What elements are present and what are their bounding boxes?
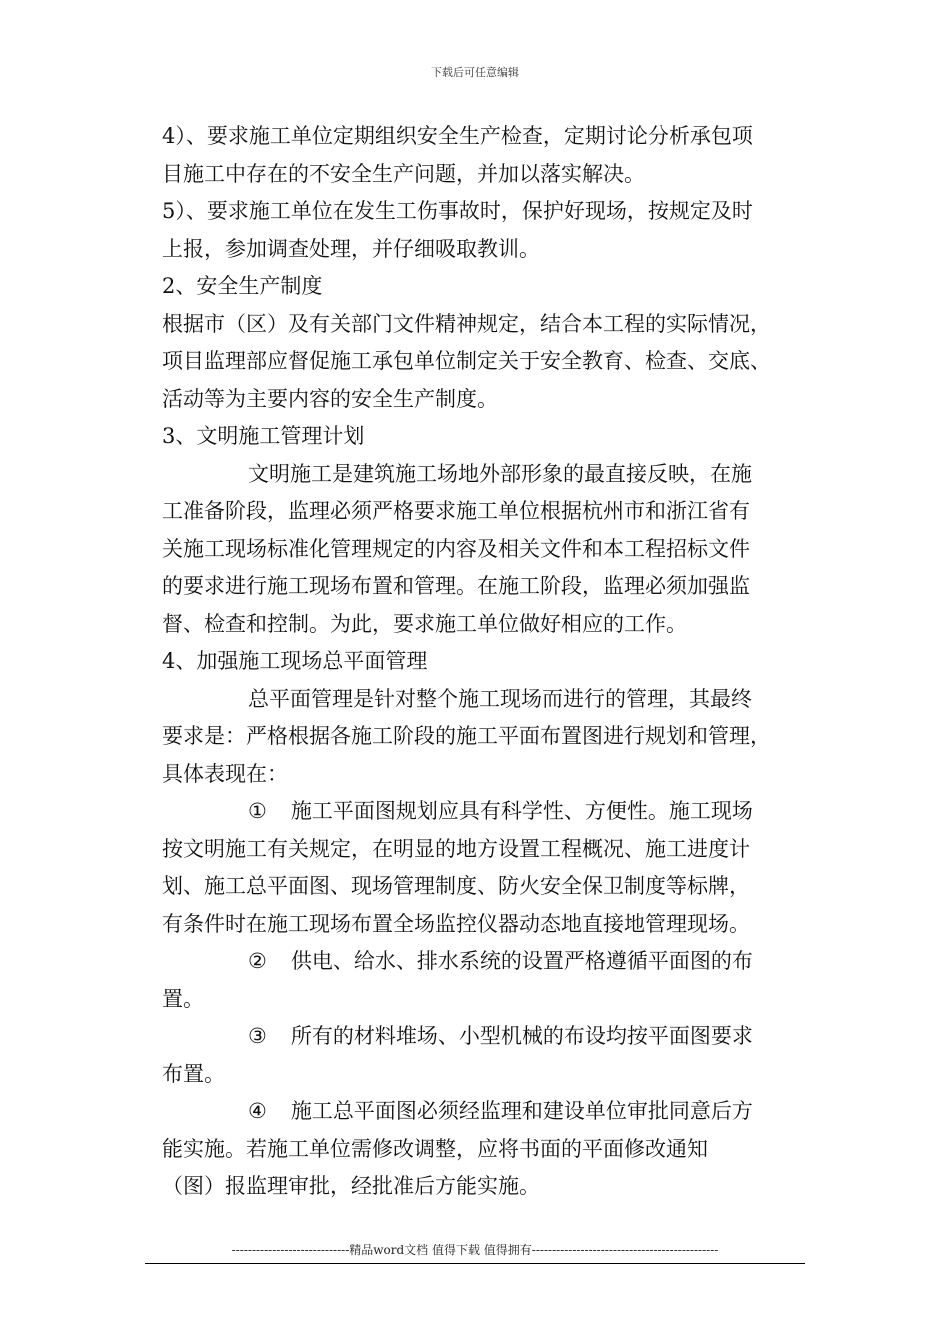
list-marker: ③ [248,1024,267,1048]
list-item-text: 施工总平面图必须经监理和建设单位审批同意后方 [290,1099,753,1123]
text-line: 的要求进行施工现场布置和管理。在施工阶段，监理必须加强监 [162,574,750,598]
text-line: （图）报监理审批，经批准后方能实施。 [162,1174,540,1198]
document-body [162,118,802,1206]
text-line: 督、检查和控制。为此，要求施工单位做好相应的工作。 [162,611,687,636]
text-line: 按文明施工有关规定，在明显的地方设置工程概况、施工进度计 [162,836,750,861]
text-line: 要求是：严格根据各施工阶段的施工平面布置图进行规划和管理， [162,724,771,748]
list-marker: ① [248,799,267,823]
list-item [162,943,802,981]
list-item [162,1093,802,1131]
list-item [162,1018,802,1056]
text-line: 关施工现场标准化管理规定的内容及相关文件和本工程招标文件 [162,536,750,561]
text-line: 活动等为主要内容的安全生产制度。 [162,386,498,411]
page-header: 下载后可任意编辑 [431,66,519,79]
text-line: 布置。 [162,1061,225,1086]
list-item-text: 施工平面图规划应具有科学性、方便性。施工现场 [290,799,753,823]
list-item-text: 供电、给水、排水系统的设置严格遵循平面图的布 [290,949,753,973]
text-line: 工准备阶段，监理必须严格要求施工单位根据杭州市和浙江省有 [162,499,750,523]
text-line: 目施工中存在的不安全生产问题，并加以落实解决。 [162,161,645,186]
list-item-text: 所有的材料堆场、小型机械的布设均按平面图要求 [290,1024,753,1048]
text-line: 上报，参加调查处理，并仔细吸取教训。 [162,236,540,261]
text-line: 文明施工是建筑施工场地外部形象的最直接反映，在施 [248,461,752,486]
footer-rule [145,1263,805,1264]
text-line: 置。 [162,986,204,1011]
text-line: 有条件时在施工现场布置全场监控仪器动态地直接地管理现场。 [162,911,750,936]
text-line: 划、施工总平面图、现场管理制度、防火安全保卫制度等标牌， [162,874,750,898]
text-line: 总平面管理是针对整个施工现场而进行的管理，其最终 [248,686,752,711]
list-item [162,793,802,831]
text-line: 项目监理部应督促施工承包单位制定关于安全教育、检查、交底、 [162,349,771,373]
text-line: 能实施。若施工单位需修改调整，应将书面的平面修改通知 [162,1136,708,1161]
section-heading: 2、安全生产制度 [162,274,323,298]
list-marker: ④ [248,1099,267,1123]
section-heading: 4、加强施工现场总平面管理 [162,649,428,673]
text-line: 具体表现在： [162,761,288,786]
text-line: 4）、要求施工单位定期组织安全生产检查，定期讨论分析承包项 [162,124,753,148]
list-marker: ② [248,949,267,973]
section-heading: 3、文明施工管理计划 [162,424,365,448]
text-line: 根据市（区）及有关部门文件精神规定，结合本工程的实际情况， [162,311,771,336]
page-footer: -----------------------------精品word文档 值得下载 值得拥有---------------------------------------------- [231,1243,719,1257]
text-line: 5）、要求施工单位在发生工伤事故时，保护好现场，按规定及时 [162,199,753,223]
